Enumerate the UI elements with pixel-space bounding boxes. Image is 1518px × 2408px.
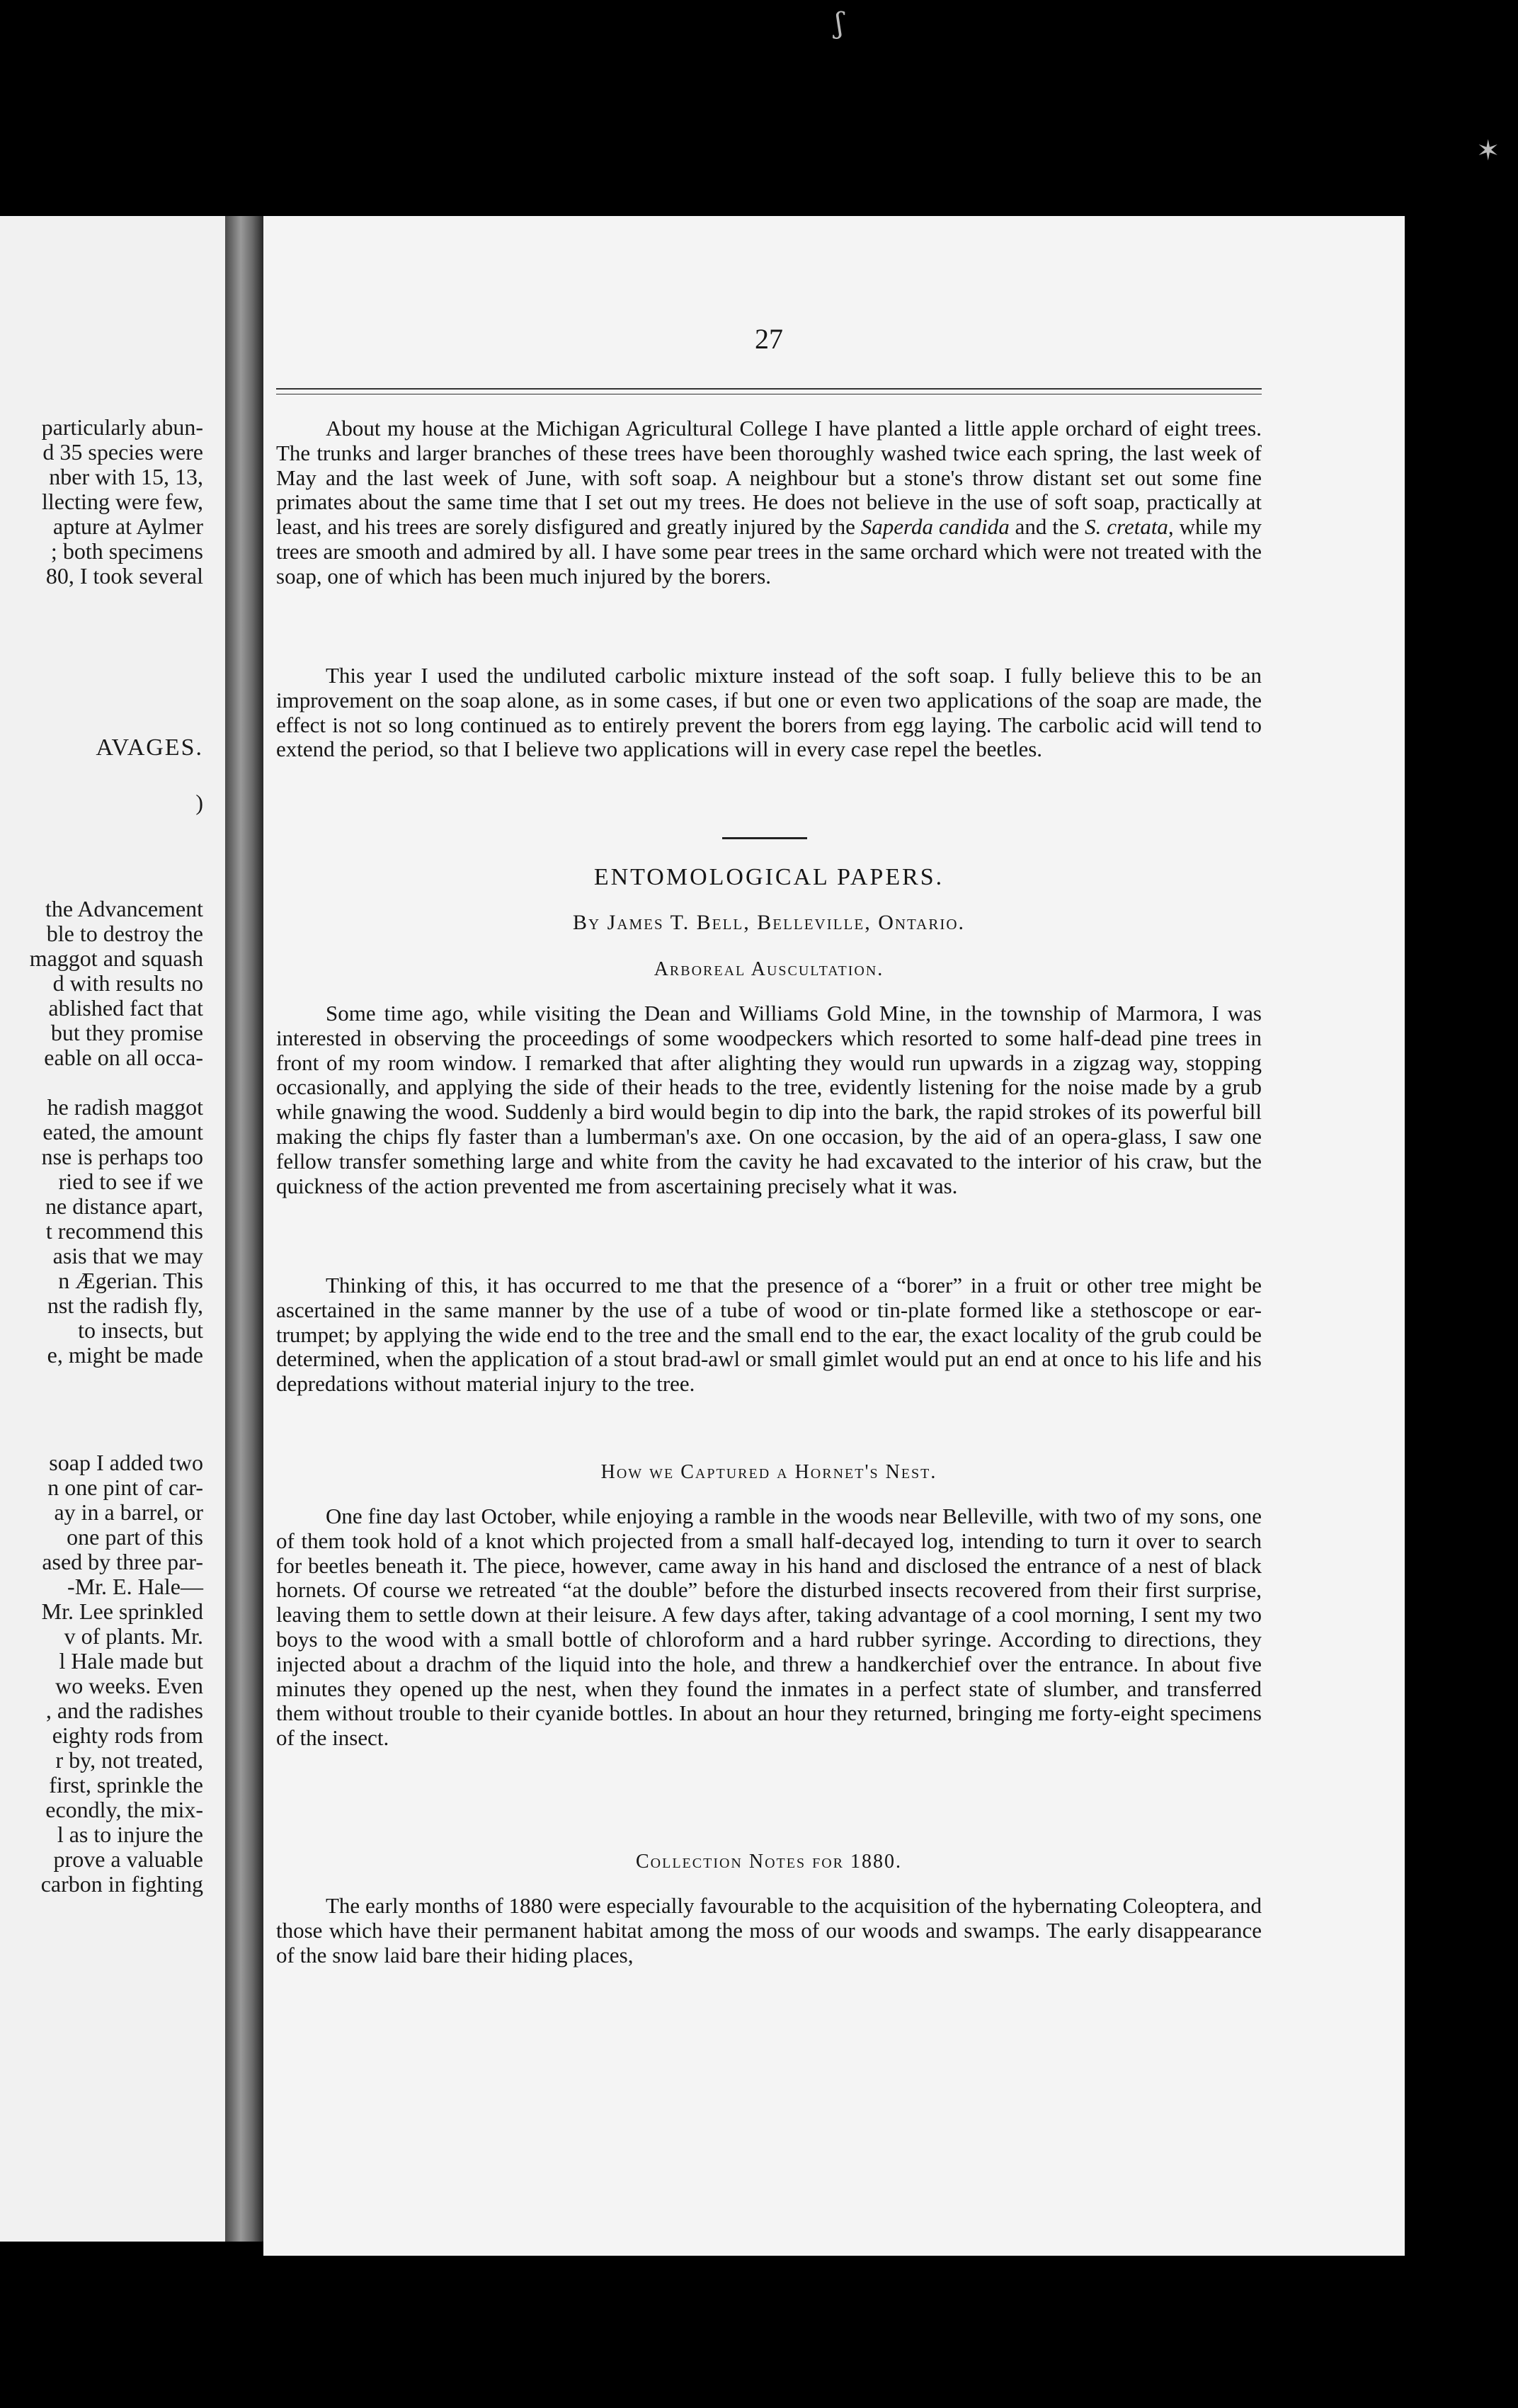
left-page-text-line: ) (195, 790, 203, 815)
left-page-text-line: eated, the amount (42, 1119, 203, 1145)
left-page-text-line: one part of this (67, 1524, 203, 1550)
left-page-text-line: v of plants. Mr. (64, 1623, 203, 1649)
left-page-text-line: to insects, but (78, 1317, 203, 1343)
left-page-text-line: but they promise (50, 1020, 203, 1045)
left-page-text-line: econdly, the mix- (45, 1797, 203, 1822)
section-heading: Collection Notes for 1880. (636, 1851, 902, 1873)
left-page-text-line: Mr. Lee sprinkled (41, 1598, 203, 1624)
left-page-text-line: ay in a barrel, or (54, 1499, 203, 1525)
left-page-text-line: 80, I took several (45, 563, 203, 589)
left-page-text-line: l as to injure the (57, 1822, 203, 1847)
left-page-text-line: eable on all occa- (44, 1045, 203, 1070)
left-page-text-line: nst the radish fly, (47, 1293, 203, 1318)
intro-paragraph (276, 416, 1262, 589)
page-number: 27 (755, 323, 783, 355)
left-page-text-line: he radish maggot (47, 1094, 203, 1120)
left-page-text-line: particularly abun- (41, 414, 203, 440)
paragraph-text: Thinking of this, it has occurred to me that the presence of a “borer” in a fruit or other tree might be ascertained in the same manner by the use of a tube of wood or tin-plate formed like a stethoscope or ear-trumpet; by applying the wide end to the tree and the small end to the ear, the exact locality of the grub could be determined, when the application of a stout brad-awl or small gimlet would put an end at once to his life and his depredations without material injury to the tree. (276, 1273, 1262, 1397)
left-page-text-line: t recommend this (45, 1218, 203, 1244)
left-page-text-line: maggot and squash (29, 945, 203, 971)
left-page-text-line: asis that we may (52, 1243, 203, 1268)
left-page-text-line: the Advancement (45, 896, 203, 921)
page-content (276, 0, 1262, 2408)
left-page-text-line: prove a valuable (53, 1846, 203, 1872)
left-page-text-line: soap I added two (49, 1450, 203, 1475)
left-page-text-line: ried to see if we (58, 1169, 203, 1194)
left-page-text-line: nber with 15, 13, (49, 464, 203, 489)
left-page-text-line: carbon in fighting (40, 1871, 203, 1897)
left-page-text-line: n Ægerian. This (58, 1268, 203, 1293)
left-page-text-line: eighty rods from (52, 1722, 203, 1748)
left-page-text-line: ble to destroy the (46, 921, 203, 946)
section-paragraph (276, 1273, 1262, 1397)
section-paragraph (276, 1504, 1262, 1751)
left-page-text-line: wo weeks. Even (55, 1673, 203, 1698)
paragraph-text: One fine day last October, while enjoying a ramble in the woods near Belleville, with two of my sons, one of them took hold of a knot which projected from a small half-decayed log, intending to turn it over to search for beetles beneath it. The piece, however, came away in his hand and disclosed the entrance of a nest of black hornets. Of course we retreated “at the double” before the disturbed insects recovered from their first surprise, leaving them to settle down at their leisure. A few days after, taking advantage of a cool morning, I sent my two boys to the wood with a small bottle of chloroform and a hard rubber syringe. According to directions, they injected about a drachm of the liquid into the hole, and threw a handkerchief over the entrance. In about five minutes they opened up the nest, when they found the inmates in a perfect state of slumber, and transferred them without trouble to their cyanide bottles. In about an hour they returned, bringing me forty-eight specimens of the insect. (276, 1504, 1262, 1751)
species-name: S. cretata, (1085, 514, 1174, 540)
paragraph-text: The early months of 1880 were especially favourable to the acquisition of the hybernating Coleoptera, and those which have their permanent habitat among the moss of our woods and swamps. The early disappearance of the snow laid bare their hiding places, (276, 1893, 1262, 1967)
article-title: ENTOMOLOGICAL PAPERS. (593, 864, 945, 890)
left-page-text-line: d 35 species were (42, 439, 203, 465)
header-rule (276, 388, 1262, 390)
left-page-text-line: llecting were few, (41, 489, 203, 514)
left-page-text-line: , and the radishes (45, 1698, 203, 1723)
left-page-text-line: first, sprinkle the (49, 1772, 203, 1798)
section-heading: Arboreal Auscultation. (654, 958, 884, 980)
left-page-text-line: d with results no (52, 970, 203, 996)
section-divider (722, 837, 807, 839)
intro-text: About my house at the Michigan Agricultural College I have planted a little apple orchard of eight trees. The trunks and larger branches of these trees have been thoroughly washed twice each spring, the last week of May and the last week of June, with soft soap. A neighbour but a stone's throw distant set out some fine primates about the same time that I set out my trees. He does not believe in the use of soft soap, practically at least, and his trees are sorely disfigured and greatly injured by the (276, 416, 1262, 540)
paragraph-text: Some time ago, while visiting the Dean and Williams Gold Mine, in the township of Marmora, I was interested in observing the proceedings of some woodpeckers which resorted to some half-dead pine trees in front of my room window. I remarked that after alighting they would run upwards in a zigzag way, stopping occasionally, and applying the side of their heads to the tree, evidently listening for the noise made by a grub while gnawing the wood. Suddenly a bird would begin to dip into the bark, the rapid strokes of its powerful bill making the chips fly faster than a lumberman's axe. On one occasion, by the aid of an opera-glass, I saw one fellow transfer something large and white from the cavity he had excavated to the interior of his craw, but the quickness of the action prevented me from ascertaining precisely what it was. (276, 1001, 1262, 1198)
scan-mark: ʃ (835, 7, 843, 40)
intro-text: while my trees are smooth and admired by all. I have some pear trees in the same orchard which were not treated with the soap, one of which has been much injured by the borers. (276, 514, 1262, 589)
species-name: Saperda candida (860, 514, 1010, 540)
left-page (0, 216, 244, 2242)
left-page-text-line: n one pint of car- (47, 1475, 203, 1500)
article-byline: By James T. Bell, Belleville, Ontario. (572, 911, 965, 934)
left-page-text-line: e, might be made (47, 1342, 203, 1368)
intro-text: and the (1009, 514, 1085, 540)
left-page-text-line: ased by three par- (42, 1549, 203, 1574)
book-gutter (225, 216, 264, 2242)
section-paragraph (276, 1001, 1262, 1198)
left-page-text-line: ablished fact that (48, 995, 203, 1021)
section-paragraph (276, 1894, 1262, 1967)
left-page-heading: AVAGES. (96, 734, 203, 761)
left-page-text-line: ; both specimens (50, 538, 203, 564)
left-page-text-line: nse is perhaps too (41, 1144, 203, 1169)
intro-paragraph (276, 664, 1262, 762)
left-page-text-line: l Hale made but (59, 1648, 203, 1674)
section-heading: How we Captured a Hornet's Nest. (600, 1461, 937, 1483)
left-page-text-line: ne distance apart, (45, 1193, 203, 1219)
intro-text: This year I used the undiluted carbolic mixture instead of the soft soap. I fully believe this to be an improvement on the soap alone, as in some cases, if but one or even two applications of the soap are made, the effect is not so long continued as to entirely prevent the borers from egg laying. The carbolic acid will tend to extend the period, so that I believe two applications will in every case repel the beetles. (276, 663, 1262, 762)
left-page-text-line: apture at Aylmer (52, 513, 203, 539)
left-page-text-line: -Mr. E. Hale— (67, 1574, 203, 1599)
scan-mark: ✶ (1476, 135, 1500, 167)
left-page-text-line: r by, not treated, (55, 1747, 203, 1773)
